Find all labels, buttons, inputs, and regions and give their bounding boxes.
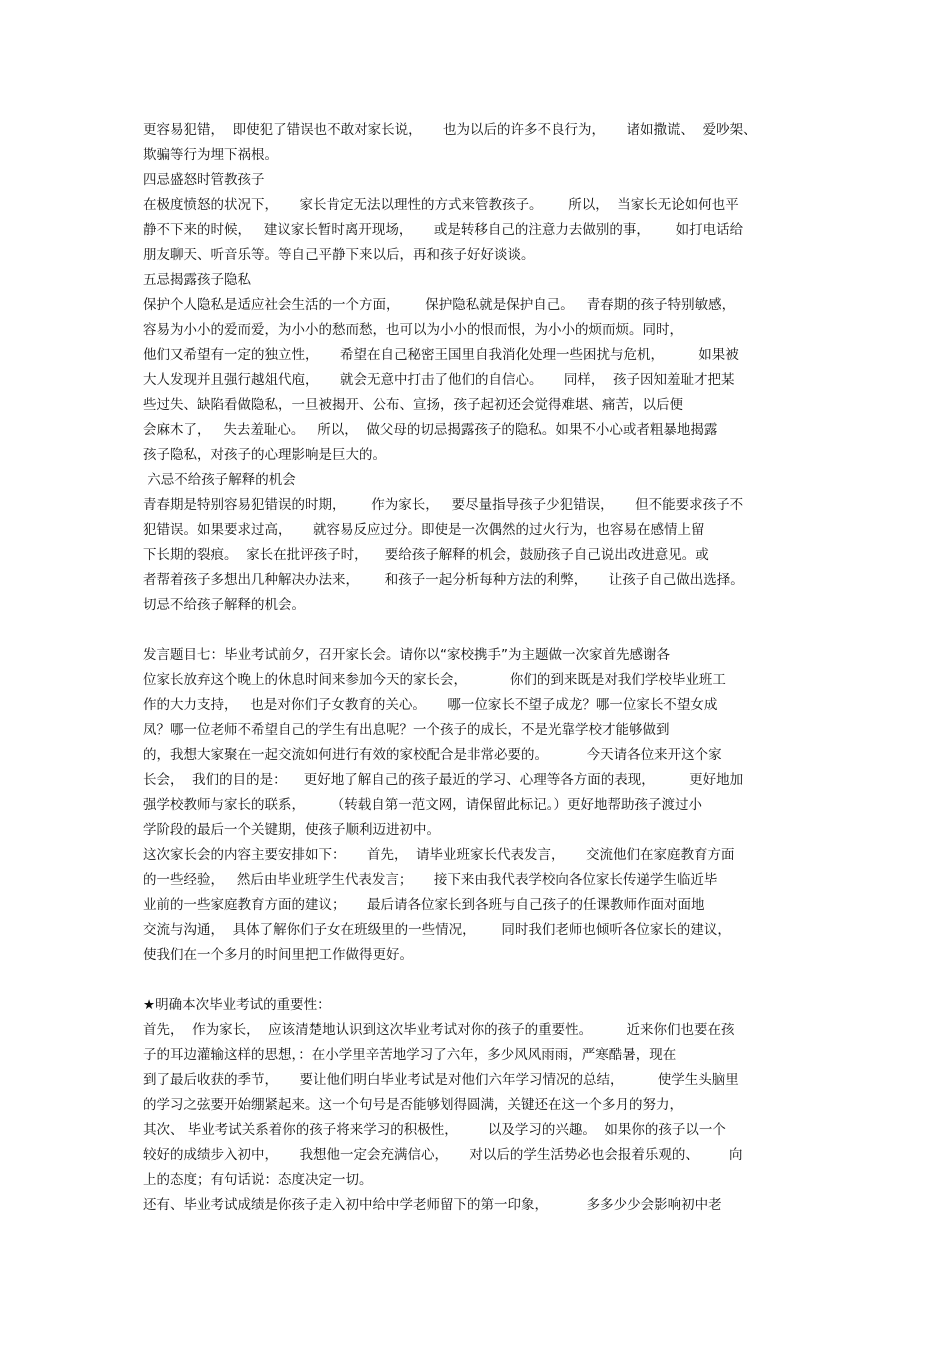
text-line: 他们又希望有一定的独立性， 希望在自己秘密王国里自我消化处理一些困扰与危机， 如果被 — [143, 347, 739, 363]
text-line: 容易为小小的爱而爱，为小小的愁而愁，也可以为小小的恨而恨，为小小的烦而烦。同时， — [143, 322, 683, 338]
text-line: 业前的一些家庭教育方面的建议； 最后请各位家长到各班与自己孩子的任课教师作面对面地 — [143, 897, 705, 913]
starred-heading: ★明确本次毕业考试的重要性： — [143, 997, 331, 1013]
text-line: 凤？哪一位老师不希望自己的学生有出息呢？一个孩子的成长，不是光靠学校才能够做到 — [143, 722, 670, 738]
text-line: 长会， 我们的目的是： 更好地了解自己的孩子最近的学习、心理等各方面的表现， 更好地加 — [143, 772, 744, 788]
blank-line — [143, 968, 813, 993]
text-line: 的学习之弦要开始绷紧起来。这一个句号是否能够划得圆满，关键还在这一个多月的努力， — [143, 1097, 683, 1113]
text-line: 其次、 毕业考试关系着你的孩子将来学习的积极性， 以及学习的兴趣。 如果你的孩子以一个 — [143, 1122, 726, 1138]
text-line: 的，我想大家聚在一起交流如何进行有效的家校配合是非常必要的。 今天请各位来开这个家 — [143, 747, 722, 763]
text-line: 使我们在一个多月的时间里把工作做得更好。 — [143, 947, 413, 963]
section-heading: 五忌揭露孩子隐私 — [143, 272, 251, 288]
text-line: 青春期是特别容易犯错误的时期， 作为家长， 要尽量指导孩子少犯错误， 但不能要求孩子不 — [143, 497, 744, 513]
text-line: 子的耳边灌输这样的思想，：在小学里辛苦地学习了六年，多少风风雨雨，严寒酷暑，现在 — [143, 1047, 677, 1063]
document-text-body — [143, 118, 813, 1218]
text-line: 这次家长会的内容主要安排如下： 首先， 请毕业班家长代表发言， 交流他们在家庭教育方面 — [143, 847, 735, 863]
text-line: 保护个人隐私是适应社会生活的一个方面， 保护隐私就是保护自己。 青春期的孩子特别敏感， — [143, 297, 736, 313]
section-heading: 四忌盛怒时管教孩子 — [143, 172, 265, 188]
text-line: 犯错误。如果要求过高， 就容易反应过分。即使是一次偶然的过火行为，也容易在感情上留 — [143, 522, 705, 538]
text-line: 位家长放弃这个晚上的休息时间来参加今天的家长会， 你们的到来既是对我们学校毕业班工 — [143, 672, 726, 688]
text-line: 作的大力支持， 也是对你们子女教育的关心。 哪一位家长不望子成龙？哪一位家长不望女成 — [143, 697, 718, 713]
text-line: 上的态度；有句话说：态度决定一切。 — [143, 1172, 373, 1188]
text-line: 的一些经验， 然后由毕业班学生代表发言； 接下来由我代表学校向各位家长传递学生临近毕 — [143, 872, 718, 888]
section-heading: 六忌不给孩子解释的机会 — [143, 472, 296, 488]
text-line: 些过失、缺陷看做隐私，一旦被揭开、公布、宣扬，孩子起初还会觉得难堪、痛苦，以后便 — [143, 397, 683, 413]
text-line: 发言题目七：毕业考试前夕，召开家长会。请你以“家校携手”为主题做一次家首先感谢各 — [143, 647, 670, 663]
blank-line — [143, 618, 813, 643]
text-line: 会麻木了， 失去羞耻心。 所以， 做父母的切忌揭露孩子的隐私。如果不小心或者粗暴地揭露 — [143, 422, 718, 438]
text-line: 更容易犯错， 即使犯了错误也不敢对家长说， 也为以后的许多不良行为， 诸如撒谎、 爱吵架、 — [143, 122, 757, 138]
text-line: 切忌不给孩子解释的机会。 — [143, 597, 305, 613]
text-line: 欺骗等行为埋下祸根。 — [143, 147, 278, 163]
text-line: 在极度愤怒的状况下， 家长肯定无法以理性的方式来管教孩子。 所以， 当家长无论如何也平 — [143, 197, 739, 213]
text-line: 学阶段的最后一个关键期，使孩子顺利迈进初中。 — [143, 822, 440, 838]
text-line: 首先， 作为家长， 应该清楚地认识到这次毕业考试对你的孩子的重要性。 近来你们也要在孩 — [143, 1022, 735, 1038]
text-line: 者帮着孩子多想出几种解决办法来， 和孩子一起分析每种方法的利弊， 让孩子自己做出选择。 — [143, 572, 744, 588]
text-line: 朋友聊天、听音乐等。等自己平静下来以后，再和孩子好好谈谈。 — [143, 247, 535, 263]
text-line: 强学校教师与家长的联系， （转载自第一范文网，请保留此标记。）更好地帮助孩子渡过小 — [143, 797, 702, 813]
text-line: 静不下来的时候， 建议家长暂时离开现场， 或是转移自己的注意力去做别的事， 如打电话给 — [143, 222, 744, 238]
text-line: 还有、毕业考试成绩是你孩子走入初中给中学老师留下的第一印象， 多多少少会影响初中老 — [143, 1197, 722, 1213]
text-line: 交流与沟通， 具体了解你们子女在班级里的一些情况， 同时我们老师也倾听各位家长的建议， — [143, 922, 731, 938]
text-line: 大人发现并且强行越俎代庖， 就会无意中打击了他们的自信心。 同样， 孩子因知羞耻才把某 — [143, 372, 735, 388]
text-line: 较好的成绩步入初中， 我想他一定会充满信心， 对以后的学生活势必也会报着乐观的、 向 — [143, 1147, 743, 1163]
text-line: 孩子隐私，对孩子的心理影响是巨大的。 — [143, 447, 386, 463]
text-line: 到了最后收获的季节， 要让他们明白毕业考试是对他们六年学习情况的总结， 使学生头脑里 — [143, 1072, 739, 1088]
text-line: 下长期的裂痕。 家长在批评孩子时， 要给孩子解释的机会，鼓励孩子自己说出改进意见。或 — [143, 547, 709, 563]
